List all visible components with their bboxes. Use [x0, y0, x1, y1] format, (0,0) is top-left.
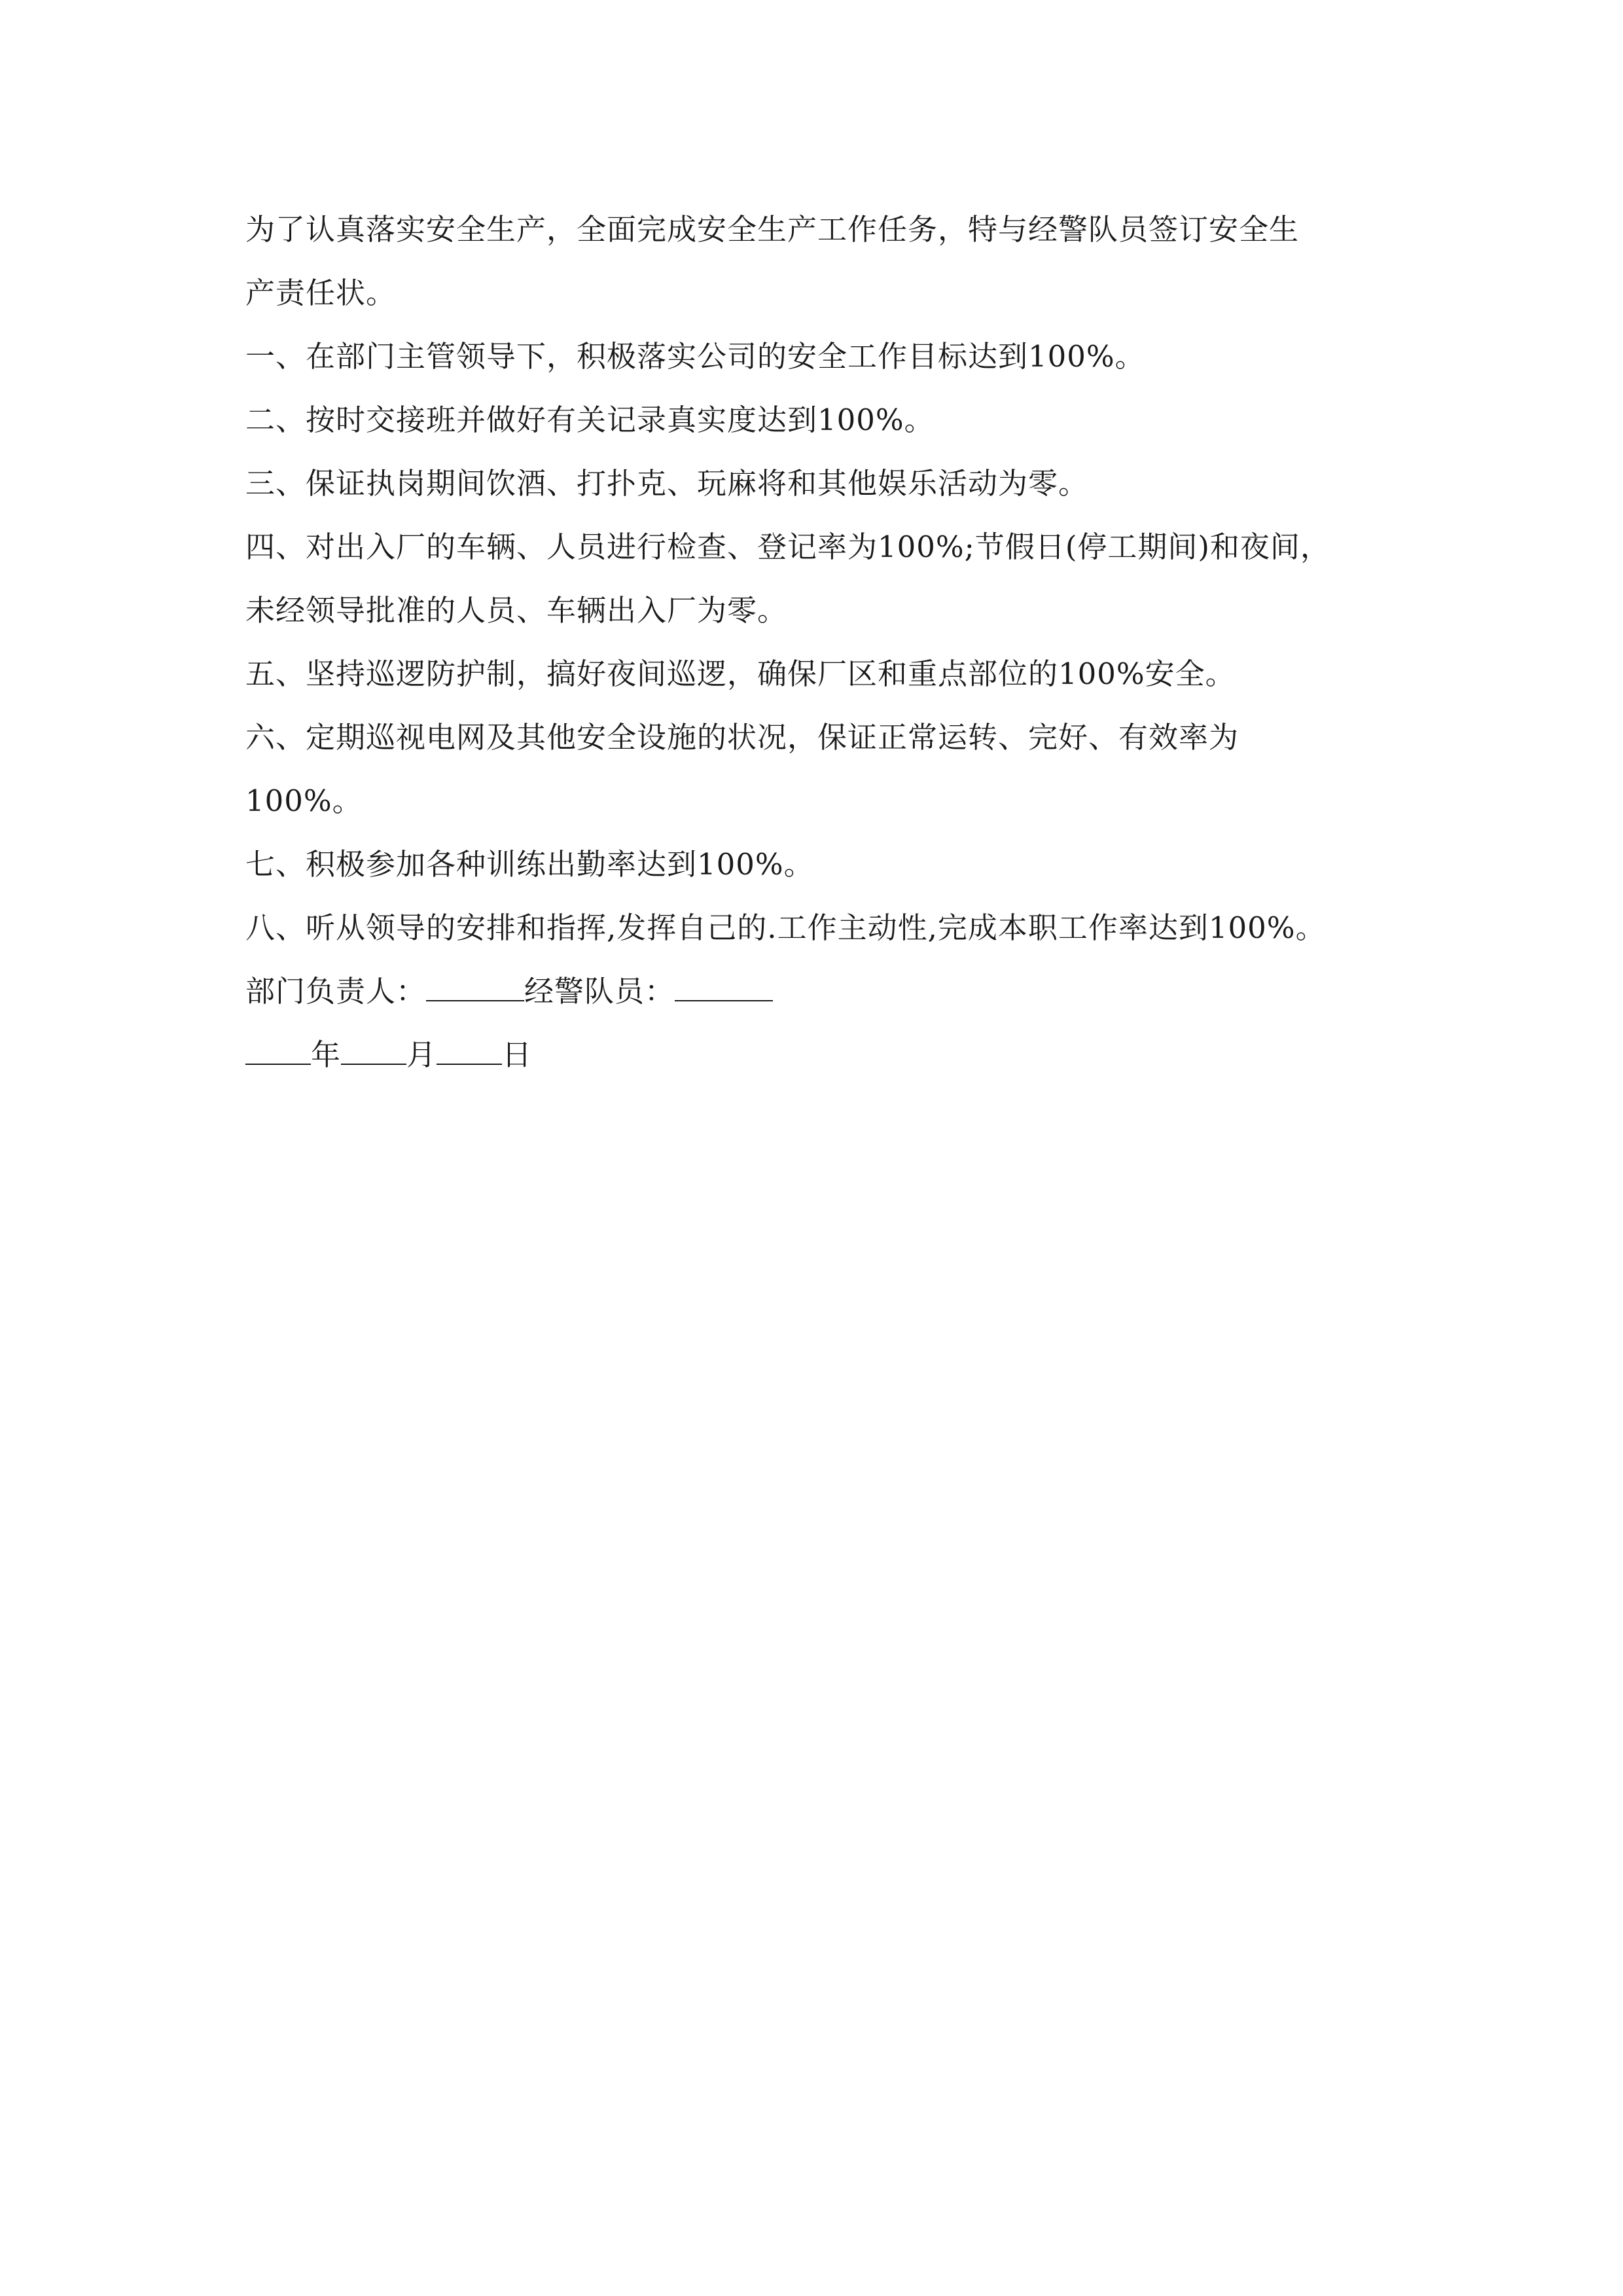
year-label: 年 [311, 1037, 342, 1072]
dept-head-signature-blank [426, 966, 524, 1001]
clause-8: 八、听从领导的安排和指挥,发挥自己的.工作主动性,完成本职工作率达到100%。 [245, 910, 1326, 945]
clause-4-line: 四、对出入厂的车辆、人员进行检查、登记率为100%;节假日(停工期间)和夜间， [245, 529, 1330, 564]
clause-2: 二、按时交接班并做好有关记录真实度达到100%。 [245, 403, 935, 437]
guard-signature-blank [675, 966, 773, 1001]
clause-5: 五、坚持巡逻防护制，搞好夜间巡逻，确保厂区和重点部位的100%安全。 [245, 656, 1236, 691]
intro-line: 产责任状。 [245, 276, 397, 310]
intro-line: 为了认真落实安全生产，全面完成安全生产工作任务，特与经警队员签订安全生 [245, 212, 1300, 247]
clause-7: 七、积极参加各种训练出勤率达到100%。 [245, 847, 814, 882]
year-blank [245, 1030, 311, 1065]
guard-label: 经警队员： [524, 974, 675, 1009]
date-line [245, 1023, 1381, 1086]
signature-line [245, 960, 1381, 1023]
clause-6-line: 100%。 [245, 783, 363, 818]
dept-head-label: 部门负责人： [245, 974, 427, 1009]
clause-1: 一、在部门主管领导下，积极落实公司的安全工作目标达到100%。 [245, 339, 1145, 374]
document-page [245, 198, 1381, 1086]
month-label: 月 [406, 1037, 437, 1072]
clause-4-line: 未经领导批准的人员、车辆出入厂为零。 [245, 593, 788, 628]
clause-3: 三、保证执岗期间饮酒、打扑克、玩麻将和其他娱乐活动为零。 [245, 466, 1089, 501]
day-blank [437, 1030, 502, 1065]
clause-6-line: 六、定期巡视电网及其他安全设施的状况，保证正常运转、完好、有效率为 [245, 720, 1240, 755]
month-blank [341, 1030, 406, 1065]
day-label: 日 [502, 1037, 533, 1072]
